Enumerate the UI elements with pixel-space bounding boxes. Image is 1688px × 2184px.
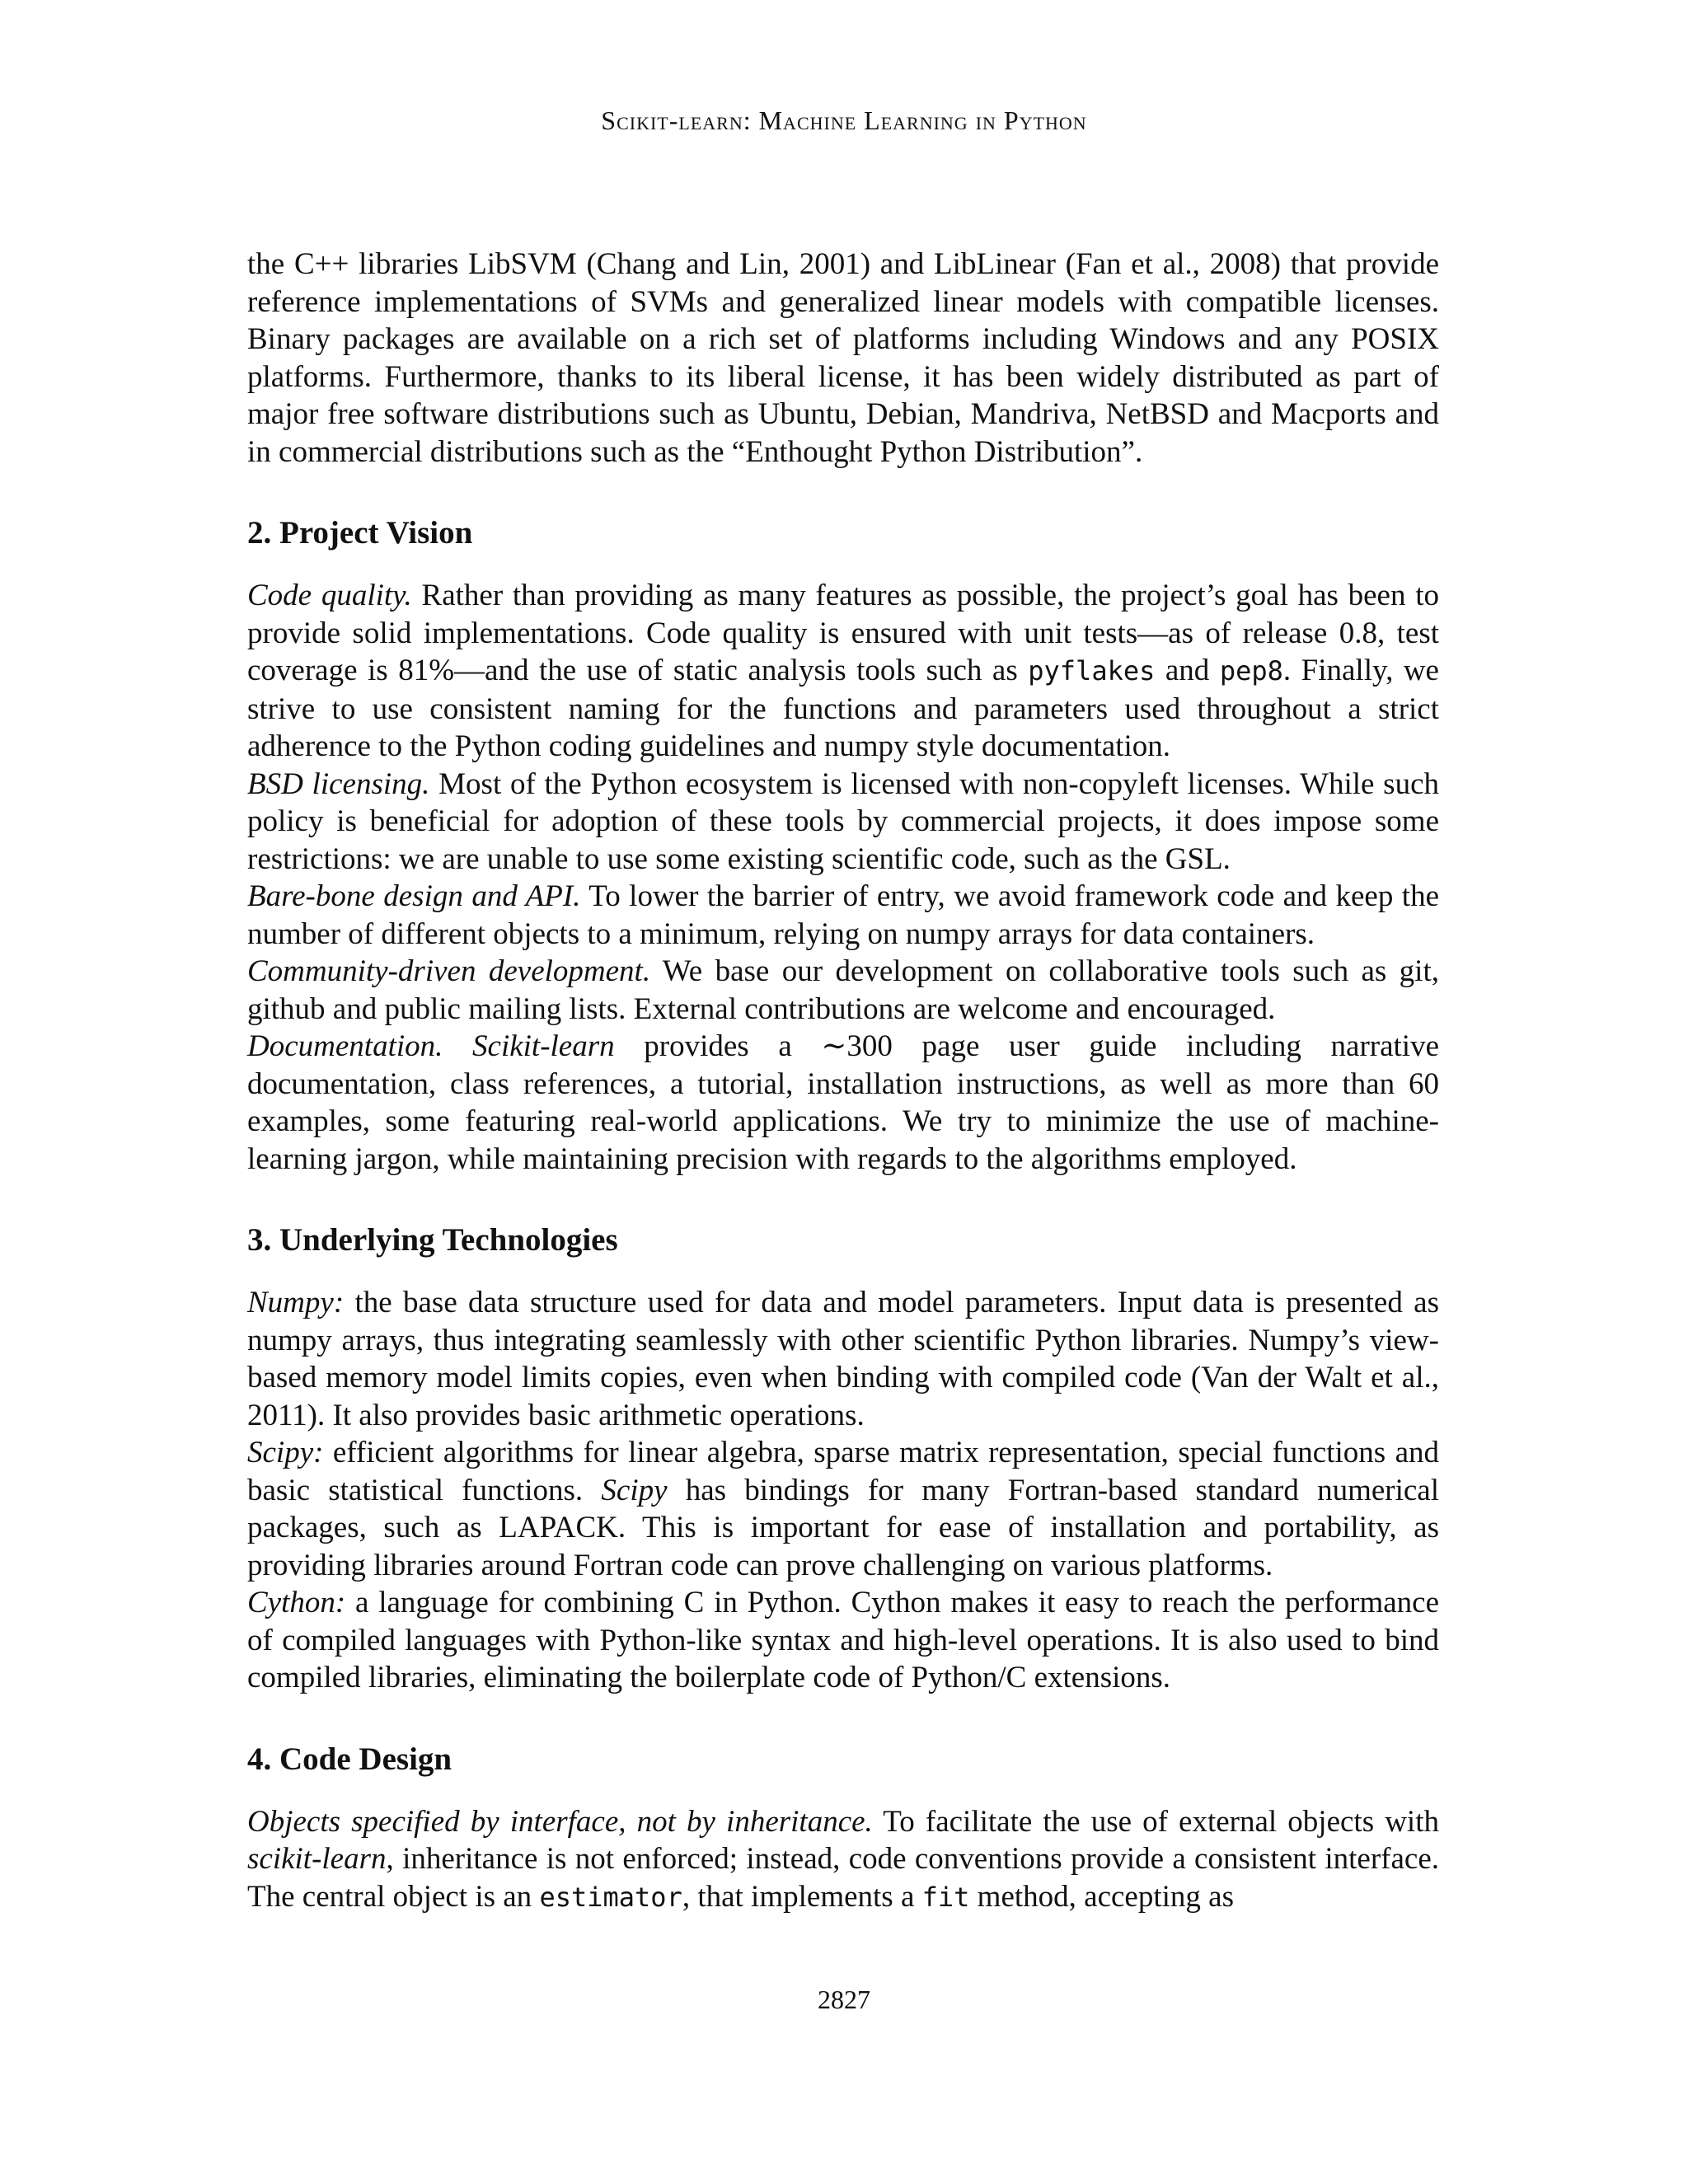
paragraph-text: To facilitate the use of external objects with xyxy=(872,1804,1439,1839)
section-heading-code-design: 4. Code Design xyxy=(247,1741,452,1777)
paragraph-text: , that implements a xyxy=(682,1879,922,1914)
paragraph-lead: Numpy: xyxy=(247,1286,345,1319)
paragraph-text: Rather than providing as many features as possible, the project’s goal has been to provide solid implementations. Code quality is ensured with unit tests—as of release 0.8, test coverage is 81%—and the use of static analysis tools such as xyxy=(247,579,1439,687)
paragraph-lead: Documentation. xyxy=(247,1029,443,1063)
bsd-licensing-paragraph xyxy=(247,766,1439,879)
italic-name: scikit-learn xyxy=(247,1842,387,1876)
paragraph-text: method, accepting as xyxy=(969,1879,1234,1914)
paragraph-lead: Bare-bone design and API. xyxy=(247,879,581,913)
scipy-paragraph xyxy=(247,1434,1439,1584)
paragraph-text: and xyxy=(1155,654,1220,687)
section-heading-underlying-technologies: 3. Underlying Technologies xyxy=(247,1222,618,1258)
paragraph-text: a language for combining C in Python. Cython makes it easy to reach the performance of compiled languages with Python-like syntax and high-level operations. It is also used to bind compiled libraries, eliminating the boilerplate code of Python/C extensions. xyxy=(247,1586,1439,1694)
paragraph-lead: Cython: xyxy=(247,1586,346,1619)
cython-paragraph xyxy=(247,1584,1439,1697)
paragraph-text: the base data structure used for data and model parameters. Input data is presented as numpy arrays, thus integrating seamlessly with other scientific Python libraries. Numpy’s view-based memory model limits copies, even when binding with compiled code (Van der Walt et al., 2011). It also provides basic arithmetic operations. xyxy=(247,1286,1439,1432)
bare-bone-design-paragraph xyxy=(247,878,1439,953)
intro-paragraph: the C++ libraries LibSVM (Chang and Lin, 2001) and LibLinear (Fan et al., 2008) that provide reference implementations of SVMs and generalized linear models with compatible licenses. Binary packages are available on a rich set of platforms including Windows and any POSIX platforms. Furthermore, thanks to its liberal license, it has been widely distributed as part of major free software distributions such as Ubuntu, Debian, Mandriva, NetBSD and Macports and in commercial distributions such as the “Enthought Python Distribution”. xyxy=(247,247,1439,469)
numpy-paragraph xyxy=(247,1284,1439,1434)
italic-name: Scikit-learn xyxy=(472,1029,615,1063)
paragraph-lead: Objects specified by interface, not by inheritance. xyxy=(247,1804,873,1839)
paragraph-text: Most of the Python ecosystem is licensed with non-copyleft licenses. While such policy is beneficial for adoption of these tools by commercial projects, it does impose some restrictions: we are unable to use some existing scientific code, such as the GSL. xyxy=(247,766,1440,876)
page-body xyxy=(247,246,1439,1916)
inline-code: pep8 xyxy=(1219,655,1283,687)
inline-code: pyflakes xyxy=(1028,655,1156,687)
section-heading-project-vision: 2. Project Vision xyxy=(247,515,473,551)
documentation-paragraph xyxy=(247,1028,1439,1178)
inline-code: fit xyxy=(921,1881,970,1913)
paragraph-lead: Scipy: xyxy=(247,1436,324,1469)
paragraph-text: We base our development on collaborative tools such as git, github and public mailing lists. External contributions are welcome and encouraged. xyxy=(247,954,1439,1026)
code-quality-paragraph xyxy=(247,577,1439,766)
paragraph-text: To lower the barrier of entry, we avoid framework code and keep the number of different objects to a minimum, relying on numpy arrays for data containers. xyxy=(247,879,1440,951)
inline-code: estimator xyxy=(539,1881,682,1913)
paragraph-lead: Community-driven development. xyxy=(247,954,651,988)
paragraph-lead: Code quality. xyxy=(247,579,412,612)
paragraph-text: has bindings for many Fortran-based standard numerical packages, such as LAPACK. This is important for ease of installation and portability, as providing libraries around Fortran code can prove challenging on various platforms. xyxy=(247,1473,1439,1582)
community-development-paragraph xyxy=(247,953,1439,1028)
running-head: Scikit-learn: Machine Learning in Python xyxy=(601,105,1087,135)
italic-name: Scipy xyxy=(601,1473,668,1507)
page-number: 2827 xyxy=(818,1985,870,2014)
paragraph-text: , inheritance is not enforced; instead, code conventions provide a consistent interface. The central object is an xyxy=(247,1842,1439,1914)
objects-interface-paragraph xyxy=(247,1803,1439,1917)
paragraph-text: efficient algorithms for linear algebra, sparse matrix representation, special functions and basic statistical functions. xyxy=(247,1436,1439,1507)
paragraph-text: . Finally, we strive to use consistent naming for the functions and parameters used throughout a strict adherence to the Python coding guidelines and numpy style documentation. xyxy=(247,654,1439,763)
paragraph-text: provides a ∼300 page user guide including narrative documentation, class references, a tutorial, installation instructions, as well as more than 60 examples, some featuring real-world applications. We try to minimize the use of machine-learning jargon, while maintaining precision with regards to the algorithms employed. xyxy=(247,1029,1439,1176)
paragraph-lead: BSD licensing. xyxy=(247,766,430,801)
